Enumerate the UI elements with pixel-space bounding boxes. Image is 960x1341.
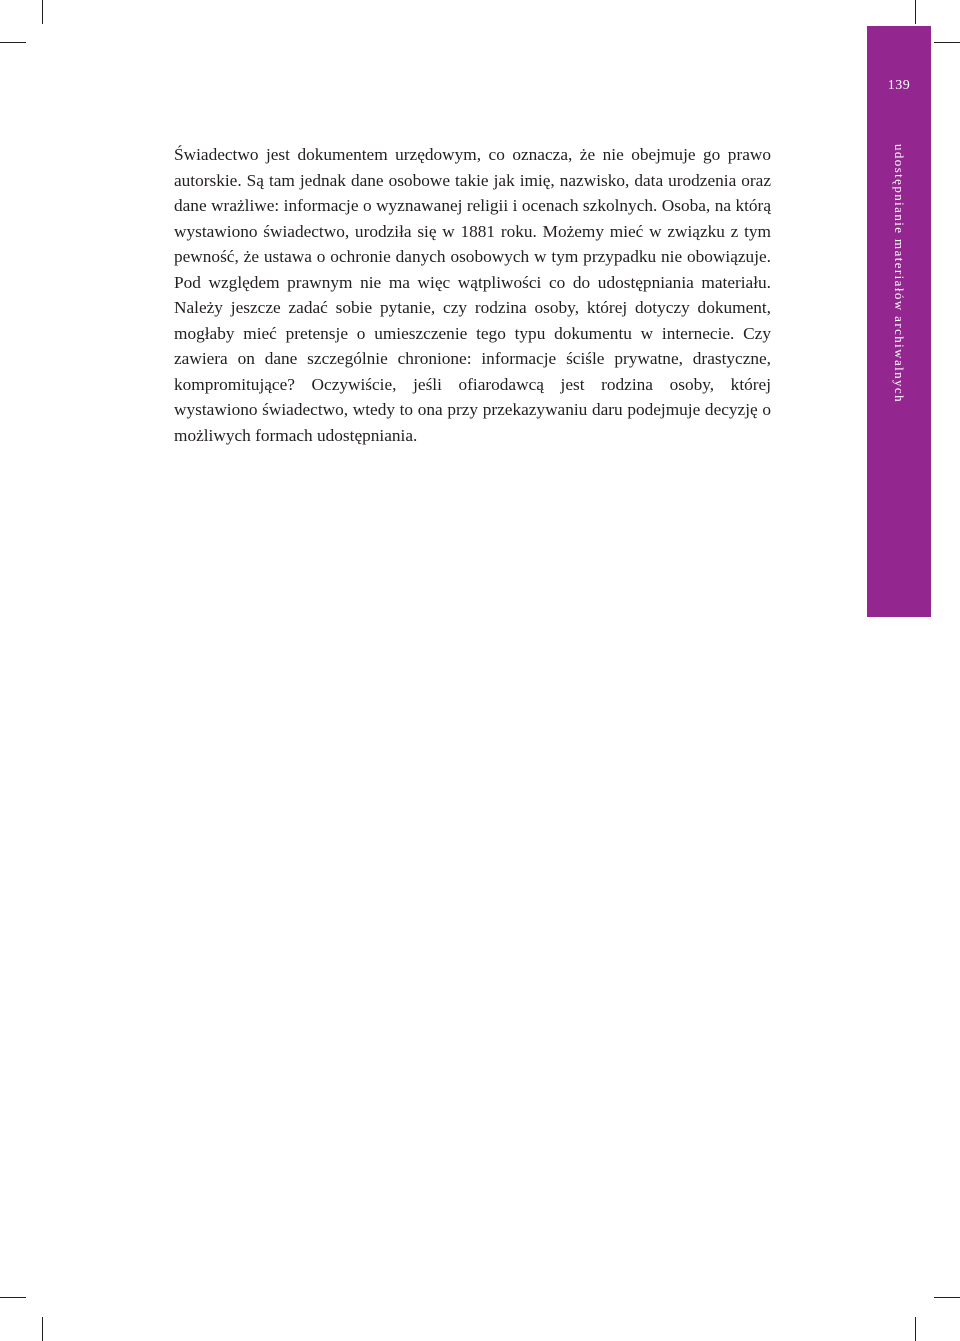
- crop-mark-bottom-left-vertical: [42, 1317, 43, 1341]
- section-label: udostępnianie materiałów archiwalnych: [892, 144, 907, 403]
- crop-mark-bottom-right-horizontal: [934, 1297, 960, 1298]
- crop-mark-top-left-vertical: [42, 0, 43, 24]
- crop-mark-bottom-right-vertical: [915, 1317, 916, 1341]
- page-number: 139: [887, 78, 911, 93]
- crop-mark-bottom-left-horizontal: [0, 1297, 26, 1298]
- chapter-side-tab: [867, 26, 931, 617]
- body-paragraph: Świadectwo jest dokumentem urzędowym, co oznacza, że nie obejmuje go prawo autorskie. Są tam jednak dane osobowe takie jak imię, nazwisko, data urodzenia oraz dane wrażliwe: informacje o wyznawanej religii i ocenach szkolnych. Osoba, na którą wystawiono świadectwo, urodziła się w 1881 roku. Możemy mieć w związku z tym pewność, że ustawa o ochronie danych osobowych w tym przypadku nie obowiązuje. Pod względem prawnym nie ma więc wątpliwości co do udostępniania materiału. Należy jeszcze zadać sobie pytanie, czy rodzina osoby, której dotyczy dokument, mogłaby mieć pretensje o umieszczenie tego typu dokumentu w internecie. Czy zawiera on dane szczególnie chronione: informacje ściśle prywatne, drastyczne, kompromitujące? Oczywiście, jeśli ofiarodawcą jest rodzina osoby, której wystawiono świadectwo, wtedy to ona przy przekazywaniu daru podejmuje decyzję o możliwych formach udostępniania.: [174, 145, 771, 445]
- crop-mark-top-right-vertical: [915, 0, 916, 24]
- crop-mark-top-right-horizontal: [934, 42, 960, 43]
- crop-mark-top-left-horizontal: [0, 42, 26, 43]
